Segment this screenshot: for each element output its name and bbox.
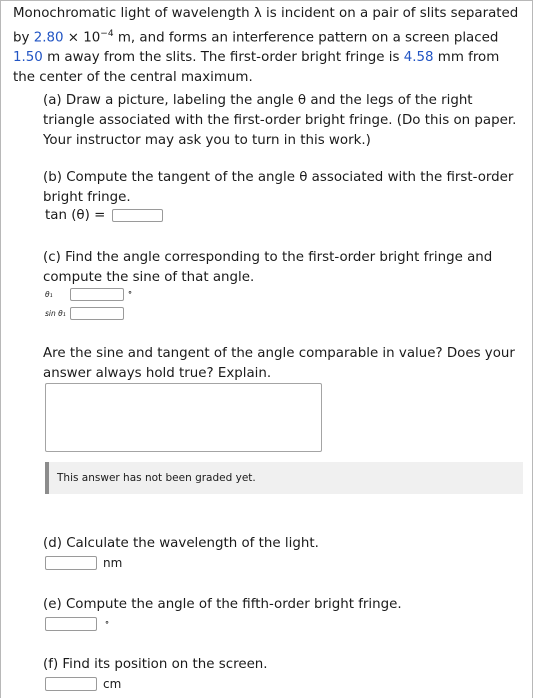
part-d-text: (d) Calculate the wavelength of the light. <box>43 536 319 551</box>
position-input[interactable] <box>45 677 97 691</box>
fifth-order-angle-input[interactable] <box>45 617 97 631</box>
exponent: −4 <box>100 29 114 39</box>
cm-unit: cm <box>103 677 122 691</box>
sin-theta1-input[interactable] <box>70 307 124 320</box>
explanation-textarea[interactable] <box>45 383 322 452</box>
intro-text: Monochromatic light of wavelength λ is incident on a pair of slits separated by <box>13 6 519 46</box>
sin-theta1-label: sin θ₁ <box>45 309 66 318</box>
part-d-answer-row <box>45 556 122 570</box>
part-c-text: (c) Find the angle corresponding to the first-order bright fringe and compute the sine of that angle. <box>43 250 493 285</box>
part-a-text: (a) Draw a picture, labeling the angle θ and the legs of the right triangle associated with the first-order bright fringe. (Do this on paper. Your instructor may ask you to turn in this work.) <box>43 93 517 148</box>
grading-status-note: This answer has not been graded yet. <box>45 462 523 494</box>
problem-statement <box>13 4 525 88</box>
part-e-text: (e) Compute the angle of the fifth-order bright fringe. <box>43 597 402 612</box>
intro-text: m, and forms an interference pattern on a screen placed <box>113 30 499 46</box>
compare-question-text: Are the sine and tangent of the angle comparable in value? Does your answer always hold true? Explain. <box>43 346 515 381</box>
slit-separation-value: 2.80 <box>33 30 64 46</box>
part-b-text: (b) Compute the tangent of the angle θ associated with the first-order bright fringe. <box>43 170 514 205</box>
part-c-sin-row <box>45 307 124 320</box>
tan-theta-label: tan (θ) = <box>45 208 106 223</box>
theta1-input[interactable] <box>70 288 124 301</box>
wavelength-input[interactable] <box>45 556 97 570</box>
degree-unit: ° <box>105 619 109 629</box>
part-f-answer-row <box>45 677 121 691</box>
intro-text: × 10 <box>63 30 101 46</box>
theta1-label: θ₁ <box>45 290 53 299</box>
intro-text: mm from the center of the central maximum. <box>13 50 500 86</box>
part-c-theta-row <box>45 288 132 301</box>
part-e-answer-row <box>45 617 109 631</box>
intro-text: m away from the slits. The first-order bright fringe is <box>42 50 404 66</box>
part-f-text: (f) Find its position on the screen. <box>43 657 268 672</box>
part-b-answer-row <box>45 208 163 223</box>
tan-theta-input[interactable] <box>112 209 163 222</box>
nm-unit: nm <box>103 556 123 570</box>
screen-distance-value: 1.50 <box>13 50 43 66</box>
fringe-position-value: 4.58 <box>403 50 434 66</box>
degree-unit: ° <box>128 290 132 299</box>
